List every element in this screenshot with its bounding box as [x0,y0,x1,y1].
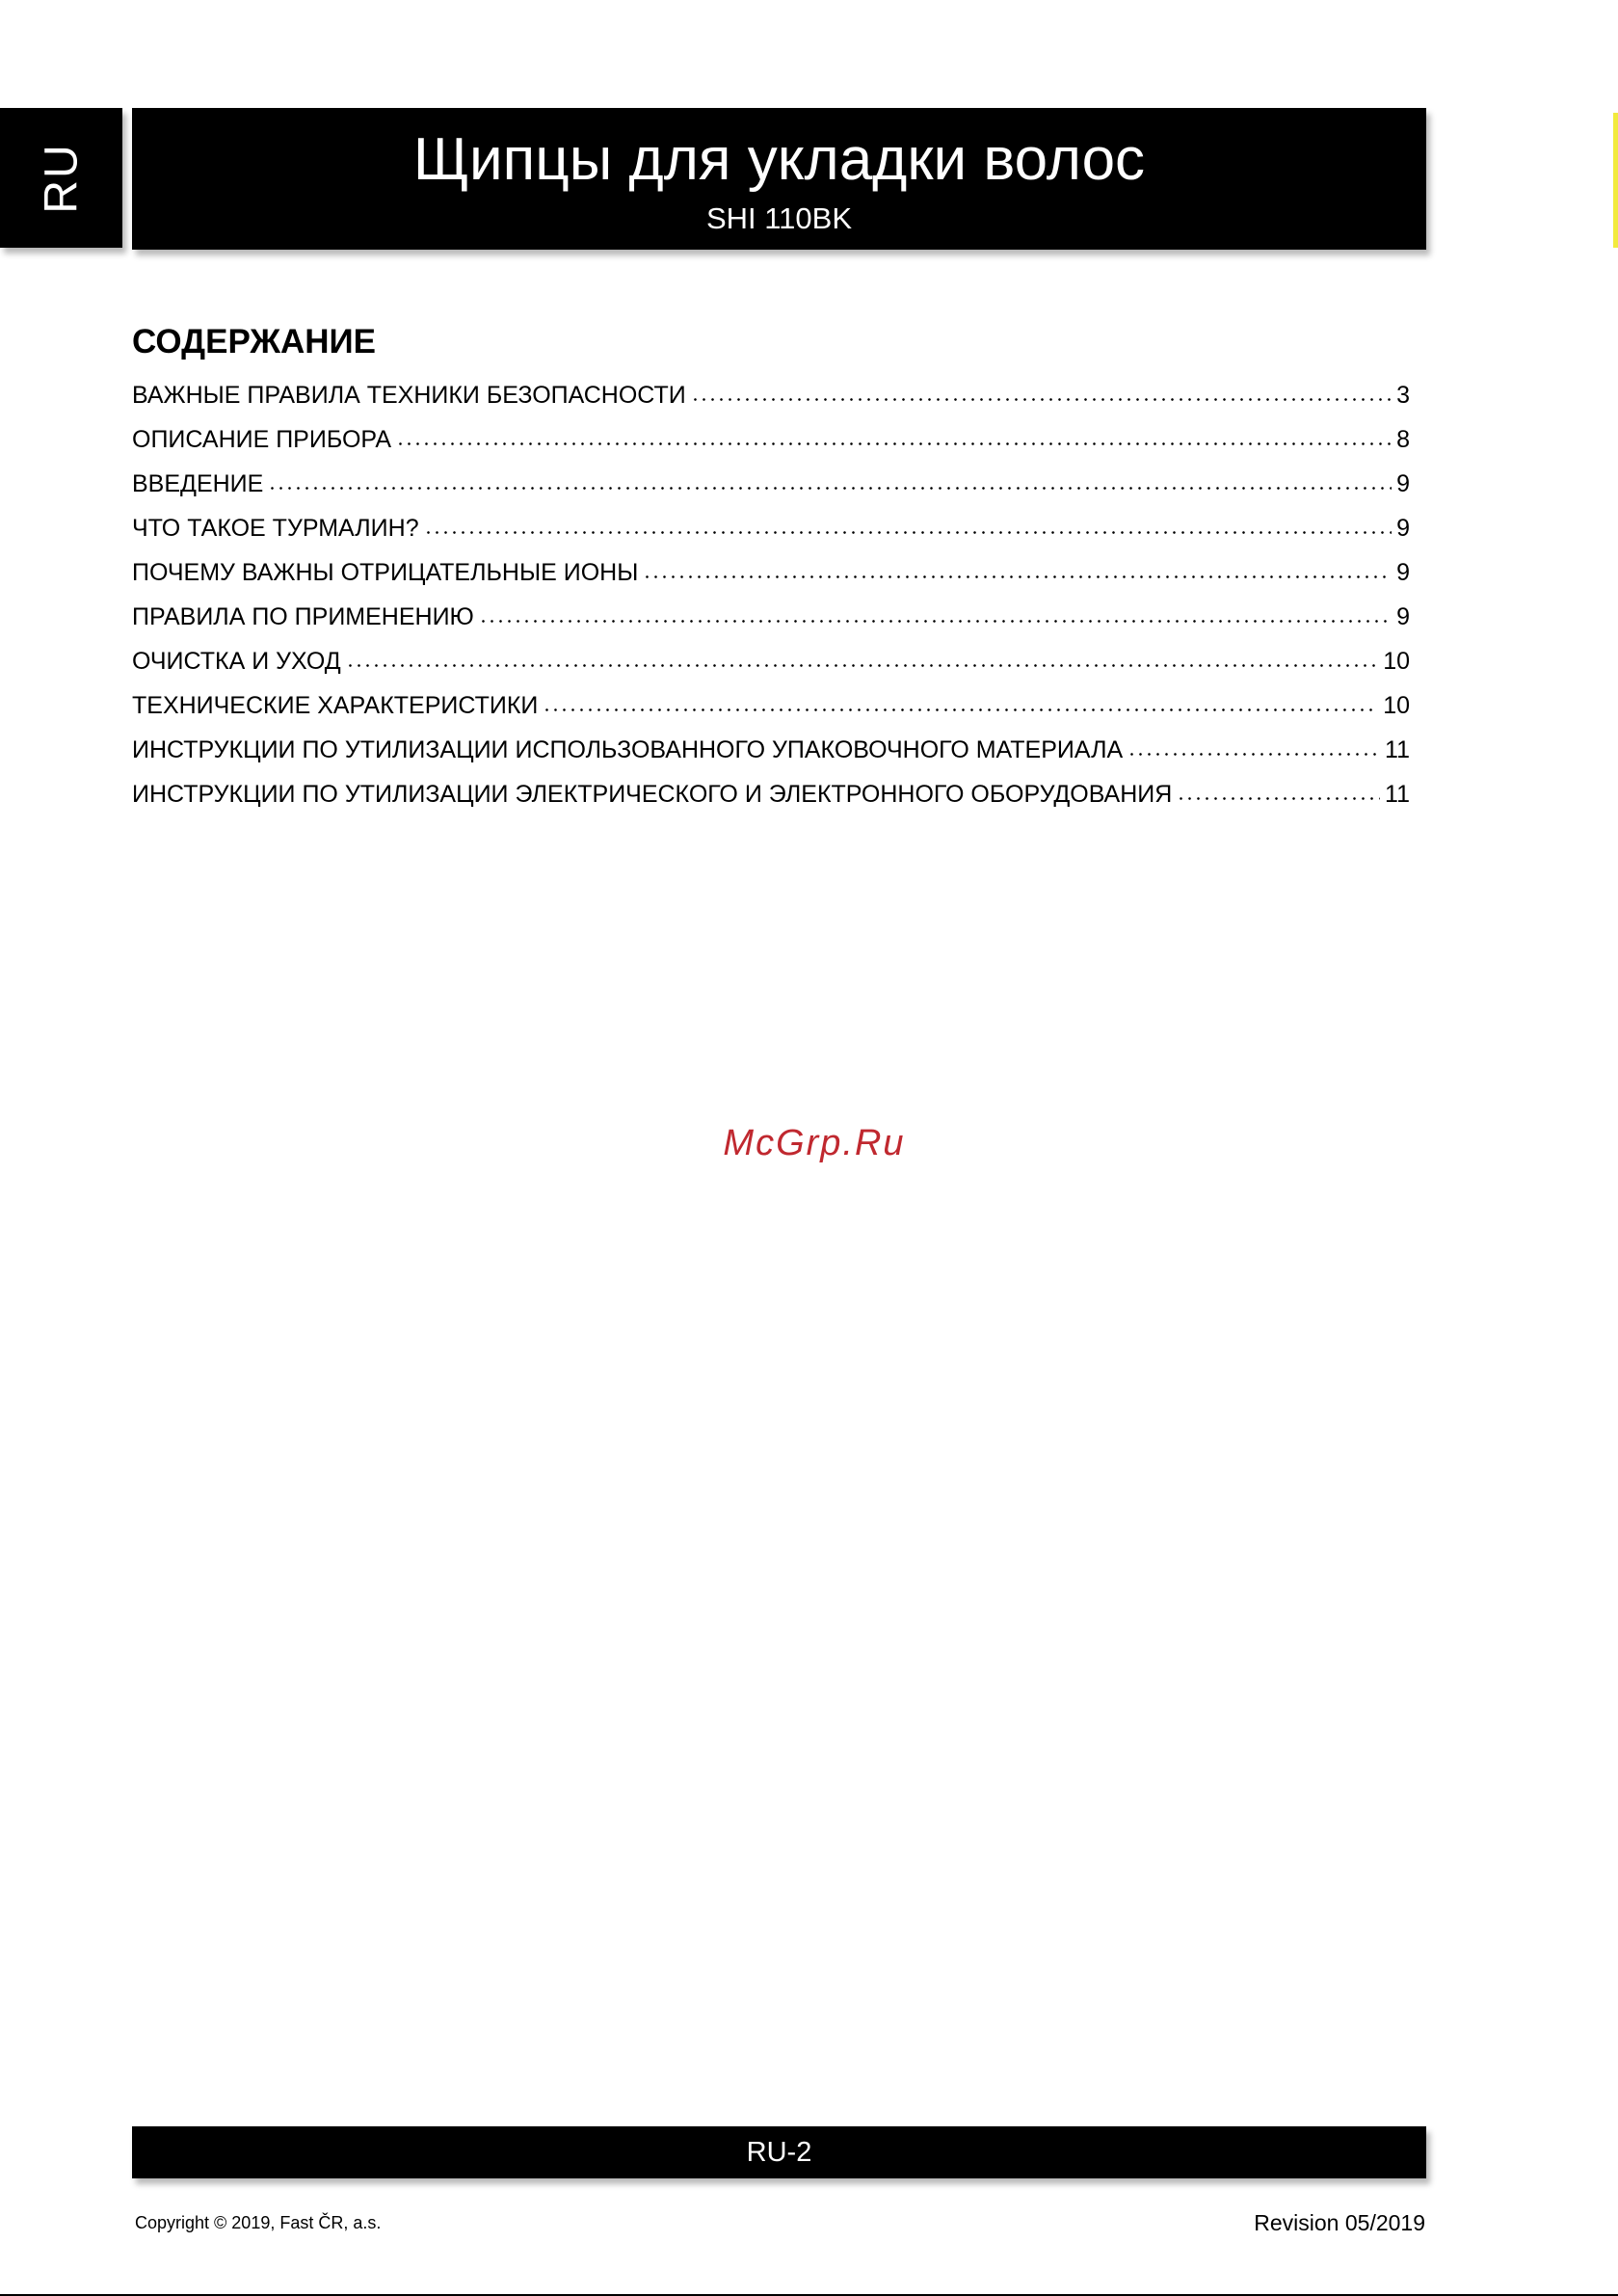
toc-entry-page: 11 [1385,781,1410,808]
toc-entry[interactable] [132,639,1410,683]
toc-list [132,373,1410,816]
toc-entry-label: ПОЧЕМУ ВАЖНЫ ОТРИЦАТЕЛЬНЫЕ ИОНЫ [132,559,639,586]
toc-entry-label: ИНСТРУКЦИИ ПО УТИЛИЗАЦИИ ИСПОЛЬЗОВАННОГО УПАКОВОЧНОГО МАТЕРИАЛА [132,736,1124,763]
toc-dot-leader [543,708,1378,711]
toc-entry-label: ОПИСАНИЕ ПРИБОРА [132,426,392,453]
title-bar [132,108,1426,250]
toc-dot-leader [1127,753,1380,756]
toc-entry-page: 9 [1396,515,1410,542]
toc-entry-label: ВАЖНЫЕ ПРАВИЛА ТЕХНИКИ БЕЗОПАСНОСТИ [132,382,686,409]
language-tab [0,108,122,248]
toc-entry-label: ВВЕДЕНИЕ [132,470,264,497]
toc-dot-leader [346,664,1379,667]
toc-entry[interactable] [132,772,1410,816]
toc-dot-leader [424,531,1392,534]
model-number: SHI 110BK [705,201,853,235]
toc-entry-page: 10 [1383,648,1410,675]
toc-entry-page: 9 [1396,603,1410,630]
toc-heading: СОДЕРЖАНИЕ [132,323,377,360]
toc-entry[interactable] [132,462,1410,506]
toc-entry-page: 10 [1383,692,1410,719]
toc-entry[interactable] [132,595,1410,639]
toc-dot-leader [479,620,1392,623]
toc-entry-label: ИНСТРУКЦИИ ПО УТИЛИЗАЦИИ ЭЛЕКТРИЧЕСКОГО И ЭЛЕКТРОННОГО ОБОРУДОВАНИЯ [132,781,1173,808]
toc-dot-leader [643,575,1392,578]
toc-entry[interactable] [132,728,1410,772]
toc-dot-leader [691,398,1392,401]
toc-dot-leader [268,487,1392,490]
toc-entry[interactable] [132,373,1410,417]
toc-entry-page: 9 [1396,559,1410,586]
toc-entry[interactable] [132,417,1410,462]
toc-dot-leader [1177,797,1380,800]
footer-bar [132,2126,1426,2178]
page-edge-accent [1613,113,1618,248]
document-title: Щипцы для укладки волос [412,126,1146,193]
toc-entry-page: 11 [1385,736,1410,763]
toc-dot-leader [396,442,1392,445]
table-of-contents [132,321,1410,816]
toc-entry[interactable] [132,506,1410,550]
toc-entry-page: 9 [1396,470,1410,497]
toc-entry-label: ТЕХНИЧЕСКИЕ ХАРАКТЕРИСТИКИ [132,692,539,719]
toc-entry-page: 8 [1396,426,1410,453]
toc-entry-label: ЧТО ТАКОЕ ТУРМАЛИН? [132,515,419,542]
page-number: RU-2 [746,2137,812,2168]
watermark: McGrp.Ru [723,1123,906,1163]
toc-entry-label: ПРАВИЛА ПО ПРИМЕНЕНИЮ [132,603,474,630]
revision-text: Revision 05/2019 [1254,2210,1425,2235]
toc-entry-label: ОЧИСТКА И УХОД [132,648,341,675]
toc-entry-page: 3 [1396,382,1410,409]
toc-entry[interactable] [132,683,1410,728]
language-code: RU [36,142,87,214]
toc-entry[interactable] [132,550,1410,595]
copyright-text: Copyright © 2019, Fast ČR, a.s. [135,2213,382,2232]
